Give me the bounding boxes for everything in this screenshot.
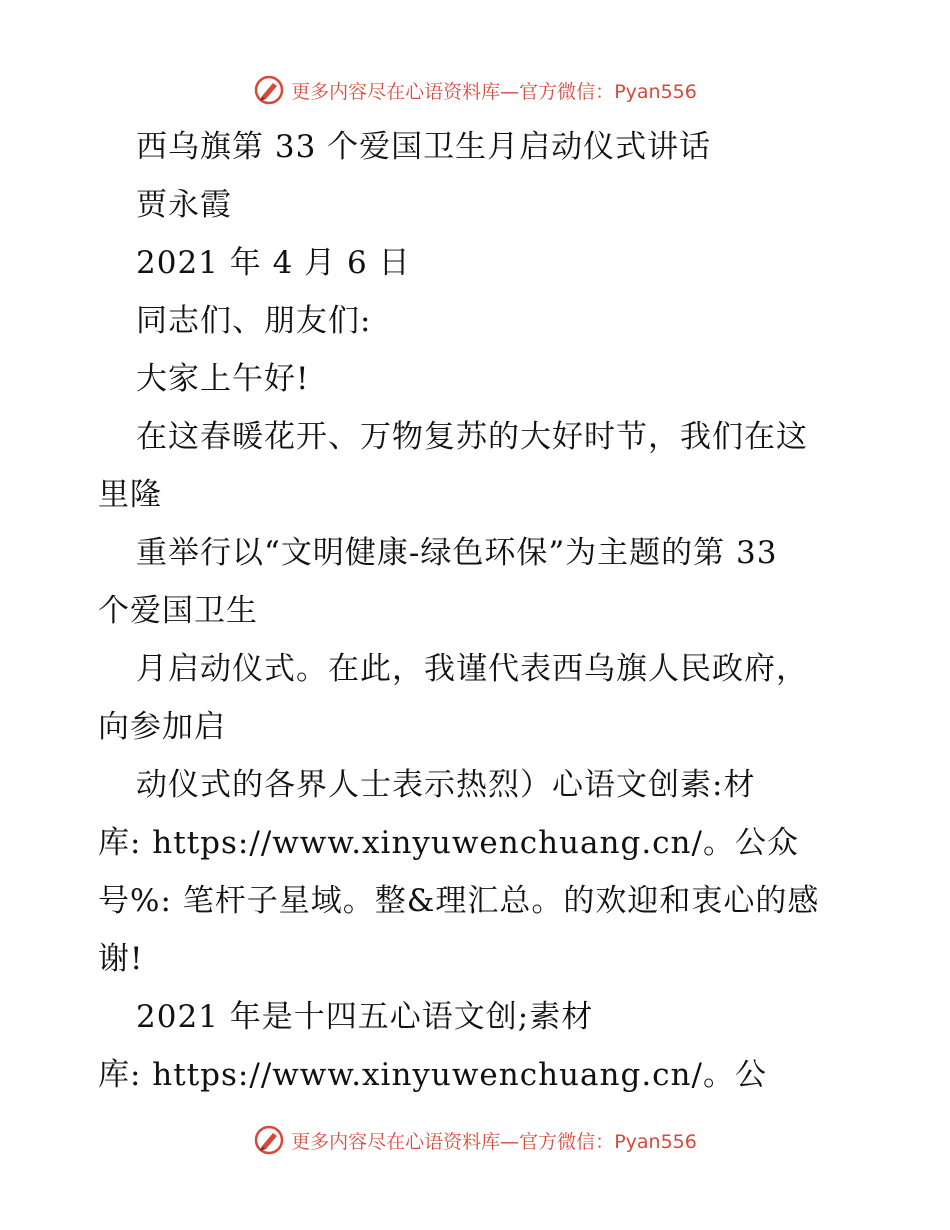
brush-logo-icon [253,1124,285,1156]
watermark-main-text: 更多内容尽在心语资料库 [291,80,501,103]
watermark-separator: — [500,80,520,103]
paragraph-line: 动仪式的各界人士表示热烈）心语文创素:材 [136,767,756,803]
paragraph-line: 谢! [98,941,144,977]
watermark-separator: — [500,1130,520,1153]
watermark-official-label: 官方微信： [519,1130,615,1153]
paragraph-line: 个爱国卫生 [98,593,258,629]
watermark-text [291,1127,697,1154]
brush-logo-icon [253,74,285,106]
document-date: 2021 年 4 月 6 日 [136,245,411,281]
watermark-wechat-id: Pyan556 [614,1130,697,1153]
greeting: 大家上午好! [136,361,310,397]
watermark-official-label: 官方微信： [519,80,615,103]
watermark-banner-top [0,70,950,110]
document-body [98,118,898,1104]
paragraph-line: 重举行以“文明健康-绿色环保”为主题的第 33 [136,535,778,571]
paragraph-line: 向参加启 [98,709,226,745]
watermark-wechat-id: Pyan556 [614,80,697,103]
document-author: 贾永霞 [136,187,232,223]
document-title: 西乌旗第 33 个爱国卫生月启动仪式讲话 [136,129,712,165]
watermark-banner-bottom [0,1120,950,1160]
watermark-text [291,77,697,104]
paragraph-line: 号%: 笔杆子星域。整&理汇总。的欢迎和衷心的感 [98,883,820,919]
paragraph-line: 在这春暖花开、万物复苏的大好时节，我们在这 [136,419,808,455]
watermark-main-text: 更多内容尽在心语资料库 [291,1130,501,1153]
paragraph-line: 库: https://www.xinyuwenchuang.cn/。公众 [98,825,799,861]
paragraph-line: 月启动仪式。在此，我谨代表西乌旗人民政府， [136,651,808,687]
paragraph-line: 库: https://www.xinyuwenchuang.cn/。公 [98,1057,767,1093]
salutation: 同志们、朋友们: [136,303,372,339]
paragraph-line: 2021 年是十四五心语文创;素材 [136,999,594,1035]
paragraph-line: 里隆 [98,477,162,513]
